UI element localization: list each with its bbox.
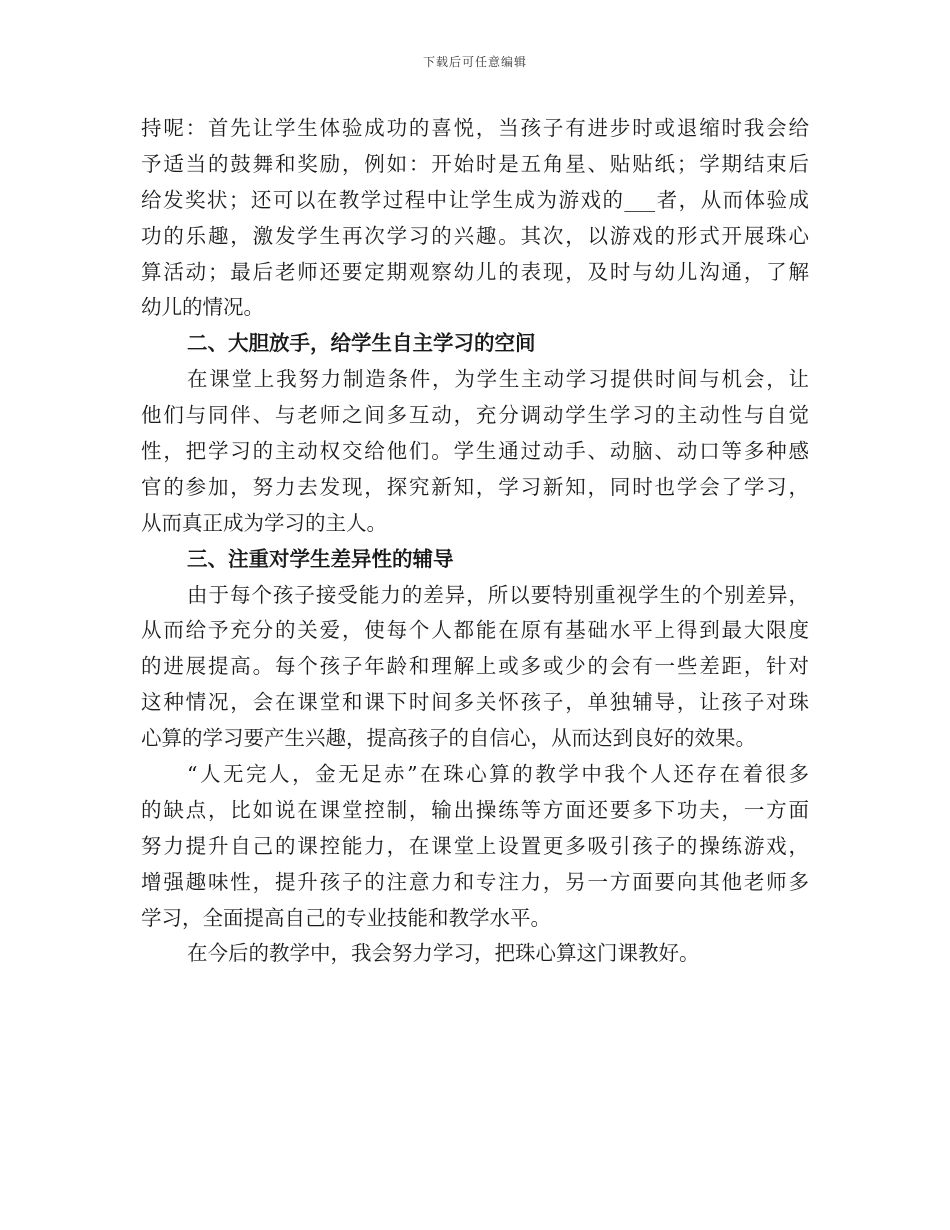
paragraph-1-line-1: 持呢：首先让学生体验成功的喜悦，当孩子有进步时或退缩时我会给 [141,116,809,140]
paragraph-2-line-3: 性，把学习的主动权交给他们。学生通过动手、动脑、动口等多种感 [141,439,809,464]
paragraph-1-line-3: 给发奖状；还可以在教学过程中让学生成为游戏的___者，从而体验成 [141,187,809,212]
page-header: 下载后可任意编辑 [422,55,527,69]
paragraph-2-line-2: 他们与同伴、与老师之间多互动，充分调动学生学习的主动性与自觉 [141,403,809,428]
paragraph-4-line-2: 的缺点，比如说在课堂控制，输出操练等方面还要多下功夫，一方面 [141,797,809,822]
paragraph-2-line-5: 从而真正成为学习的主人。 [141,510,387,535]
paragraph-3-line-2: 从而给予充分的关爱，使每个人都能在原有基础水平上得到最大限度 [141,618,809,643]
paragraph-4-line-1: “人无完人，金无足赤”在珠心算的教学中我个人还存在着很多 [187,762,809,787]
paragraph-1-line-6: 幼儿的情况。 [141,295,264,320]
paragraph-3-line-4: 这种情况，会在课堂和课下时间多关怀孩子，单独辅导，让孩子对珠 [141,690,809,715]
document-body [141,111,809,972]
paragraph-4-line-5: 学习，全面提高自己的专业技能和教学水平。 [141,905,551,930]
paragraph-1-line-5: 算活动；最后老师还要定期观察幼儿的表现，及时与幼儿沟通，了解 [141,259,809,284]
paragraph-3-line-1: 由于每个孩子接受能力的差异，所以要特别重视学生的个别差异， [187,582,809,607]
paragraph-3-line-5: 心算的学习要产生兴趣，提高孩子的自信心，从而达到良好的效果。 [141,726,756,751]
paragraph-5-line-1: 在今后的教学中，我会努力学习，把珠心算这门课教好。 [187,941,700,966]
paragraph-3-line-3: 的进展提高。每个孩子年龄和理解上或多或少的会有一些差距，针对 [141,654,809,679]
paragraph-2-line-4: 官的参加，努力去发现，探究新知，学习新知，同时也学会了学习， [141,474,809,499]
section-heading-2: 二、大胆放手，给学生自主学习的空间 [187,331,536,356]
paragraph-4-line-3: 努力提升自己的课控能力，在课堂上设置更多吸引孩子的操练游戏， [141,833,809,858]
section-heading-3: 三、注重对学生差异性的辅导 [187,546,454,571]
paragraph-2-line-1: 在课堂上我努力制造条件，为学生主动学习提供时间与机会，让 [187,367,809,392]
paragraph-4-line-4: 增强趣味性，提升孩子的注意力和专注力，另一方面要向其他老师多 [141,869,809,894]
paragraph-1-line-2: 予适当的鼓舞和奖励，例如：开始时是五角星、贴贴纸；学期结束后 [141,151,809,176]
paragraph-1-line-4: 功的乐趣，激发学生再次学习的兴趣。其次，以游戏的形式开展珠心 [141,223,809,248]
